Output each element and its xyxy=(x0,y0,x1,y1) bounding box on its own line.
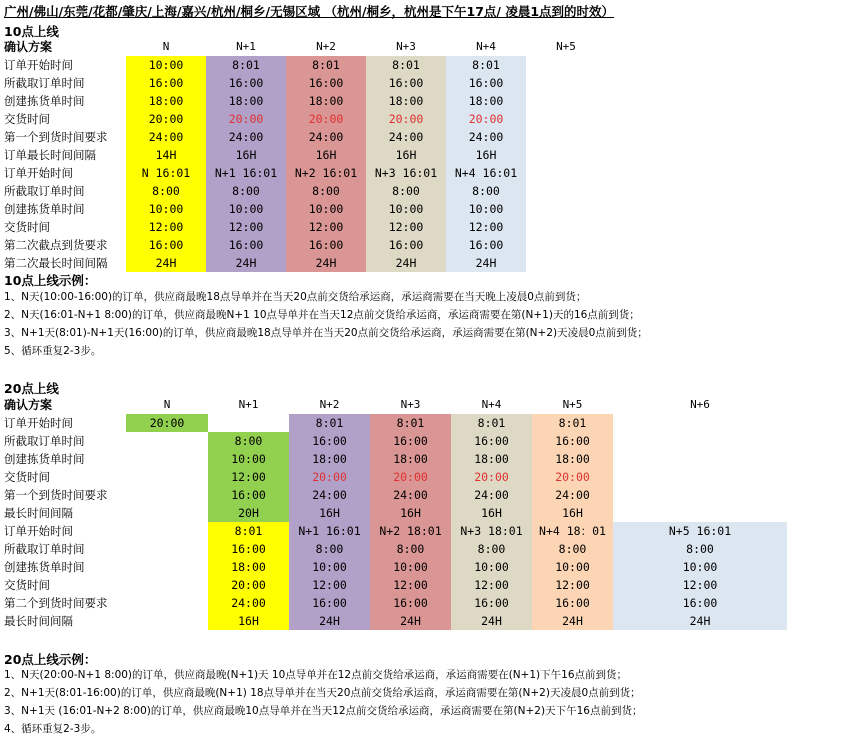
table-cell: 10:00 xyxy=(446,200,526,218)
table-cell: 16:00 xyxy=(208,540,289,558)
table-cell: 10:00 xyxy=(613,558,787,576)
table-cell: N+3 16:01 xyxy=(366,164,446,182)
row-label: 最长时间间隔 xyxy=(4,614,73,628)
table-cell: 16:00 xyxy=(286,236,366,254)
table-cell: 24:00 xyxy=(208,594,289,612)
table-cell: 16:00 xyxy=(370,594,451,612)
table-cell xyxy=(126,594,208,612)
table-row xyxy=(0,92,606,110)
table-cell: 10:00 xyxy=(126,56,206,74)
table-cell xyxy=(526,56,606,74)
table-cell: 16H xyxy=(446,146,526,164)
table-cell: 12:00 xyxy=(370,576,451,594)
table-cell: 8:01 xyxy=(446,56,526,74)
row-label: 第一个到货时间要求 xyxy=(4,488,108,502)
table-cell: 8:00 xyxy=(370,540,451,558)
table-cell: 20:00 xyxy=(126,110,206,128)
example-line: 1、N天(10:00-16:00)的订单，供应商最晚18点导单并在当天20点前交货给承运商，承运商需要在当天晚上凌晨0点前到货； xyxy=(4,291,587,303)
table-cell: 20:00 xyxy=(366,110,446,128)
row-label: 所截取订单时间 xyxy=(4,434,85,448)
table-cell: 8:01 xyxy=(451,414,532,432)
table-cell: 12:00 xyxy=(613,576,787,594)
table-row xyxy=(0,450,787,468)
table-cell xyxy=(208,414,289,432)
table-cell: 12:00 xyxy=(286,218,366,236)
example-line: 1、N天(20:00-N+1 8:00)的订单，供应商最晚(N+1)天 10点导单并在12点前交货给承运商，承运商需要在(N+1)下午16点前到货； xyxy=(4,669,627,681)
table-cell: 24:00 xyxy=(126,128,206,146)
table-cell: 8:00 xyxy=(366,182,446,200)
table-cell: 24H xyxy=(532,612,613,630)
table-cell: 12:00 xyxy=(208,468,289,486)
table-cell: 14H xyxy=(126,146,206,164)
table-row xyxy=(0,218,606,236)
table-cell: N 16:01 xyxy=(126,164,206,182)
row-label: 第二个到货时间要求 xyxy=(4,596,108,610)
table-cell: 20:00 xyxy=(532,468,613,486)
table-cell: N+4 18：01 xyxy=(532,522,613,540)
table-cell: 10:00 xyxy=(366,200,446,218)
table-cell xyxy=(526,74,606,92)
table-cell: 24:00 xyxy=(366,128,446,146)
table-cell xyxy=(126,432,208,450)
table-row xyxy=(0,110,606,128)
example-line: 5、循环重复2-3步。 xyxy=(4,345,102,357)
table-cell: 18:00 xyxy=(370,450,451,468)
table-cell: 16:00 xyxy=(613,594,787,612)
table-cell: 18:00 xyxy=(206,92,286,110)
table-cell: 18:00 xyxy=(289,450,370,468)
table-cell: 10:00 xyxy=(289,558,370,576)
table-cell: 16H xyxy=(206,146,286,164)
row-label: 第二次最长时间间隔 xyxy=(4,256,108,270)
table-cell: 20:00 xyxy=(446,110,526,128)
table-cell: 12:00 xyxy=(366,218,446,236)
table-cell: 8:00 xyxy=(451,540,532,558)
row-label: 第二次截点到货要求 xyxy=(4,238,108,252)
row-label: 创建拣货单时间 xyxy=(4,202,85,216)
table-cell: 10:00 xyxy=(370,558,451,576)
table-cell: 8:00 xyxy=(206,182,286,200)
table-cell: 16:00 xyxy=(289,594,370,612)
table-cell: 16:00 xyxy=(451,594,532,612)
table-cell: 20H xyxy=(208,504,289,522)
table-cell: N+1 16:01 xyxy=(206,164,286,182)
table-cell xyxy=(126,468,208,486)
table-row xyxy=(0,164,606,182)
table-cell: 16H xyxy=(370,504,451,522)
table-row xyxy=(0,128,606,146)
table-cell: 16H xyxy=(366,146,446,164)
table-cell: 20:00 xyxy=(126,414,208,432)
table-cell: 20:00 xyxy=(451,468,532,486)
table-cell xyxy=(126,540,208,558)
row-label: 创建拣货单时间 xyxy=(4,452,85,466)
column-header: N+4 xyxy=(476,40,496,53)
table-cell: 10:00 xyxy=(206,200,286,218)
table-cell xyxy=(126,558,208,576)
table-cell: N+4 16:01 xyxy=(446,164,526,182)
table-cell xyxy=(526,164,606,182)
table-row xyxy=(0,56,606,74)
header-row xyxy=(0,396,787,414)
section1-example-heading: 10点上线示例： xyxy=(4,273,97,288)
row-label: 所截取订单时间 xyxy=(4,542,85,556)
table-cell: 24:00 xyxy=(451,486,532,504)
page-title: 广州/佛山/东莞/花都/肇庆/上海/嘉兴/杭州/桐乡/无锡区域 （杭州/桐乡，杭州是下午17点/ 凌晨1点到的时效） xyxy=(4,4,615,19)
plan-label: 确认方案 xyxy=(4,398,53,412)
plan-label: 确认方案 xyxy=(4,40,53,54)
table-cell xyxy=(126,522,208,540)
table-row xyxy=(0,182,606,200)
table-cell xyxy=(613,468,787,486)
table-row xyxy=(0,254,606,272)
table-row xyxy=(0,594,787,612)
column-header: N xyxy=(162,40,170,53)
section1-heading: 10点上线 xyxy=(4,24,59,39)
table-row xyxy=(0,236,606,254)
table-cell xyxy=(126,576,208,594)
table-row xyxy=(0,74,606,92)
table-cell: 24H xyxy=(446,254,526,272)
table-cell: 24:00 xyxy=(289,486,370,504)
table-cell xyxy=(613,486,787,504)
table-cell: 8:01 xyxy=(206,56,286,74)
table-cell xyxy=(613,432,787,450)
section2-heading: 20点上线 xyxy=(4,381,59,396)
table-cell xyxy=(613,414,787,432)
table-cell: 8:01 xyxy=(289,414,370,432)
table-cell: 16:00 xyxy=(126,74,206,92)
table-cell: 20:00 xyxy=(208,576,289,594)
table-cell xyxy=(126,450,208,468)
row-label: 订单开始时间 xyxy=(4,166,73,180)
row-label: 订单开始时间 xyxy=(4,58,73,72)
table-row xyxy=(0,576,787,594)
table-row xyxy=(0,414,787,432)
table-cell: 16:00 xyxy=(370,432,451,450)
row-label: 订单开始时间 xyxy=(4,524,73,538)
table-cell: 10:00 xyxy=(532,558,613,576)
table-cell: 24:00 xyxy=(532,486,613,504)
column-header: N+5 xyxy=(556,40,576,53)
example-line: 3、N+1天 (16:01-N+2 8:00)的订单，供应商最晚10点导单并在当天12点前交货给承运商，承运商需要在第(N+2)天下午16点前到货； xyxy=(4,705,643,717)
section2-example-heading: 20点上线示例： xyxy=(4,652,97,667)
table-cell: 16:00 xyxy=(206,74,286,92)
table-cell: 16:00 xyxy=(206,236,286,254)
table-cell: 16:00 xyxy=(446,74,526,92)
table-cell: 24H xyxy=(370,612,451,630)
table-cell: 24H xyxy=(451,612,532,630)
table-cell: 18:00 xyxy=(532,450,613,468)
table-cell: 24H xyxy=(206,254,286,272)
table-cell xyxy=(126,612,208,630)
table-cell: 24H xyxy=(286,254,366,272)
table-cell: 16H xyxy=(289,504,370,522)
table-cell: 12:00 xyxy=(451,576,532,594)
table-cell: 16:00 xyxy=(451,432,532,450)
table-cell xyxy=(526,146,606,164)
table-cell xyxy=(126,504,208,522)
table-cell: 8:01 xyxy=(286,56,366,74)
table-cell: N+3 18:01 xyxy=(451,522,532,540)
column-header: N+3 xyxy=(400,398,421,411)
row-label: 交货时间 xyxy=(4,112,50,126)
table-cell xyxy=(613,504,787,522)
table-cell: 12:00 xyxy=(126,218,206,236)
table-cell: 24H xyxy=(613,612,787,630)
section1-table xyxy=(0,38,606,272)
table-cell: 10:00 xyxy=(208,450,289,468)
table-cell: 16:00 xyxy=(289,432,370,450)
table-row xyxy=(0,558,787,576)
table-cell: 18:00 xyxy=(446,92,526,110)
table-cell: 8:00 xyxy=(286,182,366,200)
table-cell: 8:01 xyxy=(366,56,446,74)
table-cell: 16:00 xyxy=(366,236,446,254)
column-header: N+1 xyxy=(238,398,259,411)
table-cell: 16H xyxy=(451,504,532,522)
section2-examples xyxy=(4,666,642,738)
column-header: N+2 xyxy=(319,398,340,411)
table-cell: 16H xyxy=(286,146,366,164)
table-row xyxy=(0,522,787,540)
table-cell xyxy=(526,236,606,254)
column-header: N+4 xyxy=(481,398,502,411)
table-row xyxy=(0,146,606,164)
table-cell: 18:00 xyxy=(126,92,206,110)
table-cell: 18:00 xyxy=(451,450,532,468)
table-cell: 24:00 xyxy=(286,128,366,146)
row-label: 交货时间 xyxy=(4,578,50,592)
table-cell: 16H xyxy=(532,504,613,522)
row-label: 交货时间 xyxy=(4,470,50,484)
column-header: N+3 xyxy=(396,40,416,53)
table-cell: 24H xyxy=(126,254,206,272)
table-cell: 12:00 xyxy=(289,576,370,594)
table-cell: 24:00 xyxy=(206,128,286,146)
table-cell: 8:01 xyxy=(370,414,451,432)
row-label: 交货时间 xyxy=(4,220,50,234)
table-cell xyxy=(526,128,606,146)
table-cell xyxy=(526,218,606,236)
table-cell: 16:00 xyxy=(286,74,366,92)
table-cell: 8:00 xyxy=(126,182,206,200)
table-cell: N+2 18:01 xyxy=(370,522,451,540)
table-row xyxy=(0,468,787,486)
table-cell: 16:00 xyxy=(208,486,289,504)
row-label: 所截取订单时间 xyxy=(4,76,85,90)
table-cell: 20:00 xyxy=(370,468,451,486)
table-row xyxy=(0,504,787,522)
header-row xyxy=(0,38,606,56)
table-cell: 16H xyxy=(208,612,289,630)
table-cell: 20:00 xyxy=(286,110,366,128)
example-line: 2、N天(16:01-N+1 8:00)的订单，供应商最晚N+1 10点导单并在当天12点前交货给承运商，承运商需要在第(N+1)天的16点前到货； xyxy=(4,309,640,321)
table-cell: 8:00 xyxy=(208,432,289,450)
table-cell: 8:00 xyxy=(289,540,370,558)
table-cell: 8:00 xyxy=(446,182,526,200)
table-row xyxy=(0,432,787,450)
table-cell: 24:00 xyxy=(446,128,526,146)
table-cell: 18:00 xyxy=(366,92,446,110)
table-cell: 10:00 xyxy=(126,200,206,218)
table-cell: 16:00 xyxy=(126,236,206,254)
row-label: 订单最长时间间隔 xyxy=(4,148,96,162)
table-cell: 16:00 xyxy=(446,236,526,254)
table-row xyxy=(0,200,606,218)
section2-table xyxy=(0,396,787,630)
row-label: 订单开始时间 xyxy=(4,416,73,430)
table-cell: 12:00 xyxy=(206,218,286,236)
table-cell: 8:01 xyxy=(208,522,289,540)
table-cell: 8:00 xyxy=(532,540,613,558)
table-row xyxy=(0,486,787,504)
table-cell xyxy=(526,254,606,272)
column-header: N xyxy=(163,398,171,411)
column-header: N+6 xyxy=(690,398,710,411)
table-cell: 24H xyxy=(289,612,370,630)
section1-examples xyxy=(4,288,648,360)
table-cell: 16:00 xyxy=(366,74,446,92)
table-cell xyxy=(126,486,208,504)
table-cell: 12:00 xyxy=(446,218,526,236)
row-label: 创建拣货单时间 xyxy=(4,560,85,574)
table-cell xyxy=(526,110,606,128)
row-label: 第一个到货时间要求 xyxy=(4,130,108,144)
table-cell: 8:00 xyxy=(613,540,787,558)
table-cell: 18:00 xyxy=(208,558,289,576)
table-cell xyxy=(526,92,606,110)
example-line: 4、循环重复2-3步。 xyxy=(4,723,102,735)
table-cell: 10:00 xyxy=(451,558,532,576)
table-cell: 18:00 xyxy=(286,92,366,110)
table-row xyxy=(0,612,787,630)
row-label: 最长时间间隔 xyxy=(4,506,73,520)
table-cell: 8:01 xyxy=(532,414,613,432)
table-cell: 16:00 xyxy=(532,432,613,450)
table-row xyxy=(0,540,787,558)
table-cell xyxy=(526,200,606,218)
table-cell: N+1 16:01 xyxy=(289,522,370,540)
table-cell xyxy=(613,450,787,468)
table-cell: 16:00 xyxy=(532,594,613,612)
row-label: 所截取订单时间 xyxy=(4,184,85,198)
table-cell: N+2 16:01 xyxy=(286,164,366,182)
column-header: N+5 xyxy=(562,398,583,411)
table-cell: 20:00 xyxy=(206,110,286,128)
table-cell: 24H xyxy=(366,254,446,272)
example-line: 3、N+1天(8:01)-N+1天(16:00)的订单，供应商最晚18点导单并在当天20点前交货给承运商，承运商需要在第(N+2)天凌晨0点前到货； xyxy=(4,327,648,339)
table-cell: 24:00 xyxy=(370,486,451,504)
table-cell xyxy=(526,182,606,200)
column-header: N+2 xyxy=(316,40,336,53)
row-label: 创建拣货单时间 xyxy=(4,94,85,108)
table-cell: 20:00 xyxy=(289,468,370,486)
table-cell: 12:00 xyxy=(532,576,613,594)
column-header: N+1 xyxy=(236,40,256,53)
example-line: 2、N+1天(8:01-16:00)的订单，供应商最晚(N+1) 18点导单并在当天20点前交货给承运商，承运商需要在第(N+2)天凌晨0点前到货； xyxy=(4,687,641,699)
table-cell: 10:00 xyxy=(286,200,366,218)
table-cell: N+5 16:01 xyxy=(613,522,787,540)
